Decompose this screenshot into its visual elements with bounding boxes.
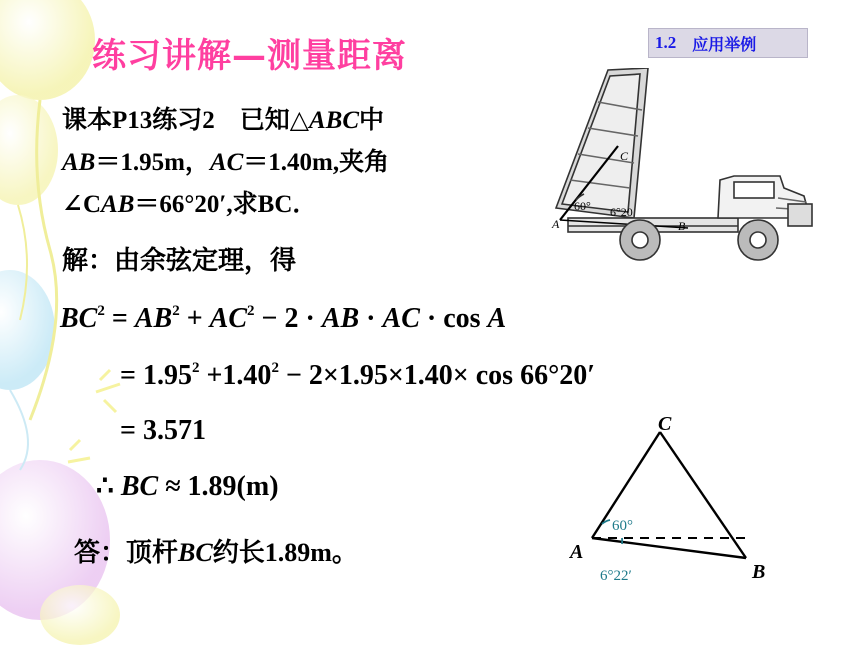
problem-text: 课本P13练习2 已知△ [62, 107, 309, 134]
eq-term: BC [60, 303, 98, 334]
eq-term: A [487, 303, 507, 334]
triangle-diagram [560, 410, 790, 590]
section-tag [648, 28, 808, 58]
eq-operator: + [179, 303, 210, 334]
eq-exponent: 2 [97, 303, 105, 319]
answer-line [74, 532, 358, 569]
eq-operator: − 2 · [254, 303, 322, 334]
eq-text: ≈ 1.89(m) [158, 471, 279, 502]
eq-exponent: 2 [271, 360, 279, 376]
therefore-symbol: ∴ [96, 471, 121, 502]
equation-substitution [120, 360, 595, 392]
equation-conclusion [96, 469, 279, 503]
solution-heading: 解：由余弦定理，得 [62, 246, 297, 276]
eq-exponent: 2 [247, 303, 255, 319]
eq-text: = 1.95 [120, 360, 192, 391]
triangle-name: ABC [309, 107, 360, 134]
dump-truck-illustration [548, 68, 828, 278]
answer-text: 约长1.89m。 [212, 538, 358, 567]
equation-law-of-cosines [60, 303, 506, 335]
section-number: 1.2 [655, 33, 677, 52]
side-cb [660, 432, 746, 558]
eq-operator: · cos [419, 303, 488, 334]
problem-text: ＝1.40m,夹角 [243, 149, 390, 176]
equation-result: = 3.571 [120, 415, 206, 446]
eq-term: AC [382, 303, 420, 334]
vertex-label-a: A [570, 541, 584, 563]
angle-symbol: ∠C [62, 191, 102, 218]
angle-label-60: 60° [612, 518, 633, 534]
eq-term: AC [209, 303, 248, 334]
problem-line-3 [62, 184, 389, 226]
eq-text: − 2×1.95×1.40× cos 66°20′ [278, 360, 596, 391]
problem-text: ＝1.95m， [95, 149, 210, 176]
vertex-label-c: C [658, 413, 672, 435]
vertex-label-b: B [752, 561, 766, 583]
problem-statement [62, 100, 389, 226]
problem-text: ＝66°20′,求BC． [134, 191, 318, 218]
truck-label-b: B [678, 219, 686, 233]
segment-ab: AB [62, 149, 96, 176]
eq-exponent: 2 [172, 303, 180, 319]
problem-line-2 [62, 142, 389, 184]
answer-text: 答：顶杆 [74, 538, 179, 568]
eq-operator: · [359, 303, 383, 334]
truck-angle-60: 60° [574, 199, 591, 213]
section-label: 应用举例 [692, 34, 757, 54]
eq-term: BC [120, 471, 159, 502]
truck-label-a: A [552, 217, 560, 231]
eq-exponent: 2 [191, 360, 200, 376]
problem-text: 中 [359, 107, 385, 134]
eq-term: AB [321, 303, 360, 334]
segment-ab: AB [101, 191, 135, 218]
eq-text: +1.40 [199, 360, 272, 391]
slide-title: 练习讲解—测量距离 [92, 36, 407, 76]
truck-angle-small: 6°20 [610, 205, 633, 219]
segment-ac: AC [209, 149, 244, 176]
eq-operator: = [104, 303, 135, 334]
eq-term: AB [134, 303, 173, 334]
angle-label-small: 6°22′ [600, 568, 632, 584]
problem-line-1 [62, 100, 389, 142]
answer-term: BC [178, 538, 213, 567]
side-ab [592, 538, 746, 558]
truck-label-c: C [620, 149, 629, 163]
